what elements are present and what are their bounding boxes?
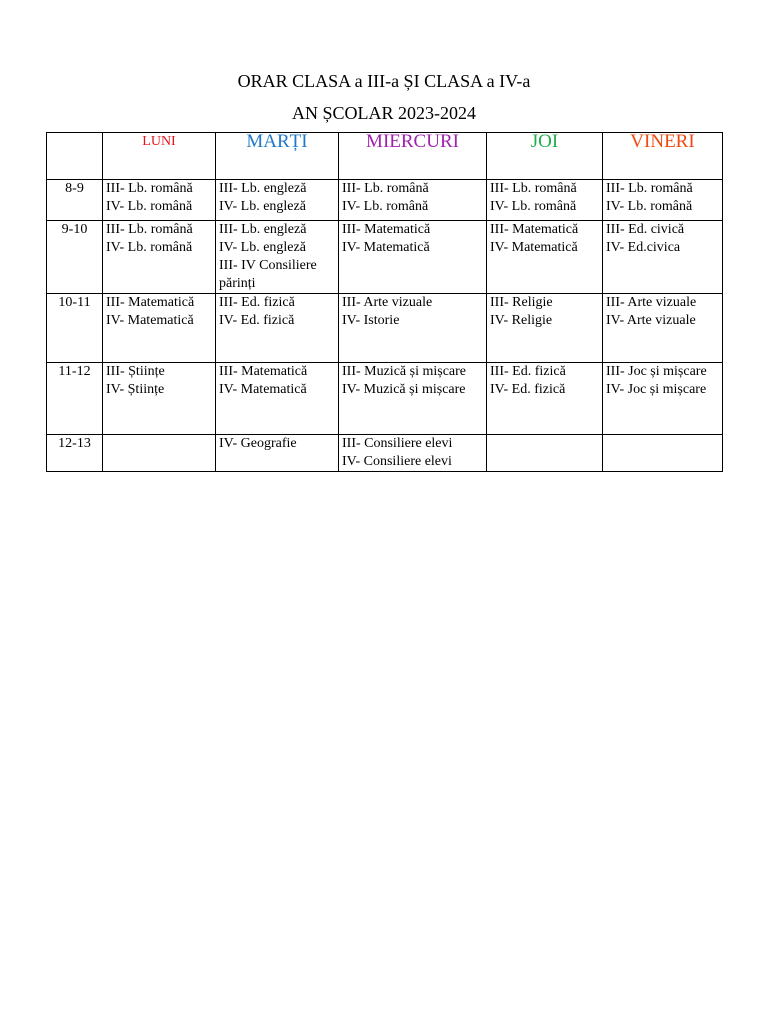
subject-line: IV- Ed.civica xyxy=(606,240,681,255)
schedule-cell-luni xyxy=(103,435,216,472)
subject-line: III- Ed. fizică xyxy=(219,295,295,310)
subject-line: III- Lb. engleză xyxy=(219,181,307,196)
schedule-cell-miercuri xyxy=(339,180,487,221)
schedule-cell-marti xyxy=(216,294,339,363)
subject-line: IV- Consiliere elevi xyxy=(342,454,452,469)
subject-line: III- Matematică xyxy=(219,364,308,379)
day-header-luni: LUNI xyxy=(103,133,216,180)
table-row xyxy=(47,221,723,294)
hour-cell: 11-12 xyxy=(47,363,103,435)
schedule-title: ORAR CLASA a III-a ȘI CLASA a IV-a xyxy=(237,71,531,91)
subject-line: IV- Lb. română xyxy=(606,199,693,214)
schedule-cell-vineri xyxy=(603,294,723,363)
header-row xyxy=(47,133,723,180)
subject-line: IV- Lb. română xyxy=(490,199,577,214)
schedule-cell-luni xyxy=(103,363,216,435)
table-row xyxy=(47,294,723,363)
subject-line: III- Lb. română xyxy=(106,222,193,237)
subject-line: III- Lb. română xyxy=(106,181,193,196)
schedule-cell-vineri xyxy=(603,180,723,221)
schedule-cell-marti xyxy=(216,435,339,472)
schedule-cell-luni xyxy=(103,294,216,363)
subject-line: IV- Lb. engleză xyxy=(219,199,306,214)
table-row xyxy=(47,363,723,435)
schedule-cell-joi xyxy=(487,180,603,221)
hour-cell: 9-10 xyxy=(47,221,103,294)
day-header-marti: MARȚI xyxy=(216,133,339,180)
subject-line: III- Matematică xyxy=(490,222,579,237)
schedule-cell-marti xyxy=(216,363,339,435)
subject-line: III- Ed. civică xyxy=(606,222,685,237)
subject-line: IV- Ed. fizică xyxy=(219,313,295,328)
subject-line: III- Lb. română xyxy=(342,181,429,196)
subject-line: IV- Matematică xyxy=(490,240,578,255)
subject-line: IV- Religie xyxy=(490,313,553,328)
subject-line: III- Lb. engleză xyxy=(219,222,307,237)
subject-line: IV- Lb. română xyxy=(106,199,193,214)
schedule-cell-vineri xyxy=(603,363,723,435)
subject-line: III- Consiliere elevi xyxy=(342,436,453,451)
subject-line: IV- Lb. română xyxy=(342,199,429,214)
hour-cell: 8-9 xyxy=(47,180,103,221)
schedule-cell-joi xyxy=(487,363,603,435)
subject-line: III- Lb. română xyxy=(490,181,577,196)
subject-line: IV- Ed. fizică xyxy=(490,382,566,397)
subject-line: IV- Muzică și mișcare xyxy=(342,382,466,397)
subject-line: III- Științe xyxy=(106,364,165,379)
subject-line: III- Joc și mișcare xyxy=(606,364,707,379)
schedule-cell-miercuri xyxy=(339,435,487,472)
subject-line: IV- Geografie xyxy=(219,436,297,451)
schedule-cell-luni xyxy=(103,221,216,294)
schedule-cell-joi xyxy=(487,294,603,363)
corner-cell xyxy=(47,133,103,180)
schedule-cell-joi xyxy=(487,435,603,472)
subject-line: IV- Arte vizuale xyxy=(606,313,696,328)
schedule-cell-miercuri xyxy=(339,221,487,294)
day-header-miercuri: MIERCURI xyxy=(339,133,487,180)
subject-line: III- Religie xyxy=(490,295,553,310)
subject-line: III- Arte vizuale xyxy=(342,295,433,310)
schedule-cell-miercuri xyxy=(339,363,487,435)
subject-line: IV- Matematică xyxy=(106,313,194,328)
subject-line: III- IV Consiliere părinți xyxy=(219,258,317,291)
day-header-vineri: VINERI xyxy=(603,133,723,180)
subject-line: IV- Științe xyxy=(106,382,165,397)
schedule-cell-joi xyxy=(487,221,603,294)
subject-line: III- Matematică xyxy=(106,295,195,310)
subject-line: IV- Matematică xyxy=(342,240,430,255)
hour-cell: 12-13 xyxy=(47,435,103,472)
subject-line: III- Muzică și mișcare xyxy=(342,364,466,379)
subject-line: IV- Lb. engleză xyxy=(219,240,306,255)
subject-line: III- Arte vizuale xyxy=(606,295,697,310)
schedule-cell-marti xyxy=(216,180,339,221)
schedule-cell-miercuri xyxy=(339,294,487,363)
subject-line: IV- Matematică xyxy=(219,382,307,397)
schedule-cell-luni xyxy=(103,180,216,221)
table-row xyxy=(47,180,723,221)
subject-line: IV- Lb. română xyxy=(106,240,193,255)
hour-cell: 10-11 xyxy=(47,294,103,363)
schedule-cell-vineri xyxy=(603,221,723,294)
schedule-cell-marti xyxy=(216,221,339,294)
table-row xyxy=(47,435,723,472)
schedule-cell-vineri xyxy=(603,435,723,472)
subject-line: III- Ed. fizică xyxy=(490,364,566,379)
subject-line: IV- Joc și mișcare xyxy=(606,382,707,397)
subject-line: III- Lb. română xyxy=(606,181,693,196)
subject-line: IV- Istorie xyxy=(342,313,400,328)
day-header-joi: JOI xyxy=(487,133,603,180)
subject-line: III- Matematică xyxy=(342,222,431,237)
school-year-title: AN ȘCOLAR 2023-2024 xyxy=(291,103,476,123)
timetable xyxy=(46,132,723,472)
